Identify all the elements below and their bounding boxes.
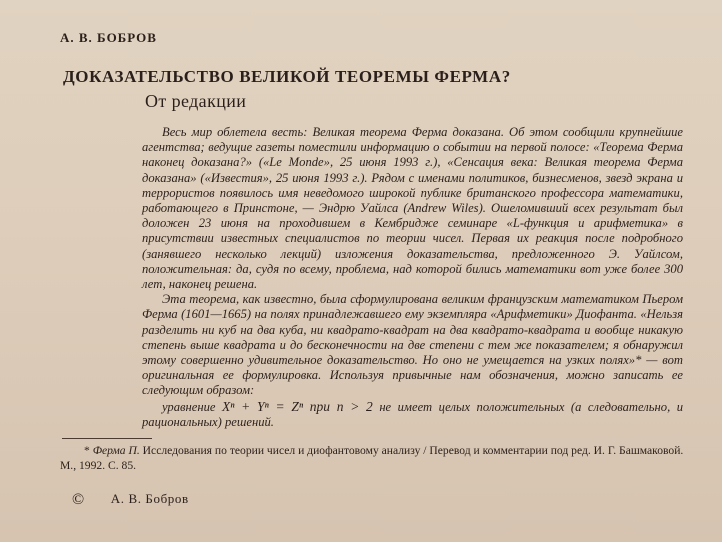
- running-head-author: А. В. БОБРОВ: [60, 30, 157, 45]
- formula-lead: уравнение: [162, 399, 216, 414]
- fermat-equation: Xⁿ + Yⁿ = Zⁿ при n > 2: [221, 398, 373, 414]
- footnote-reference-author: Ферма П.: [92, 444, 140, 457]
- body-paragraph-1: Весь мир облетела весть: Великая теорема Ферма доказана. Об этом сообщили крупнейшие агентства; ведущие газеты поместили информацию о событии на первой полосе: «Теорема Ферма наконец доказана?» («Le Monde», 25 июня 1993 г.), «Сенсация века: Великая теорема Ферма доказана» («Известия», 25 июня 1993 г.). Рядом с именами политиков, бизнесменов, звезд экрана и террористов появилось имя неведомого широкой публике британского профессора математики, работающего в Принстоне, — Эндрю Уайлса (Andrew Wiles). Ошеломивший всех результат был доложен 23 июня на проходившем в Кембридже семинаре «L-функция и арифметика» в присутствии известных специалистов по теории чисел. Первая их реакция после подробного (занявшего несколько лекций) изложения доказательства, предложенного Э. Уайлсом, положительная: да, судя по всему, проблема, над которой бились математики вот уже более 300 лет, наконец решена.: [142, 125, 683, 292]
- copyright-name: А. В. Бобров: [110, 491, 189, 506]
- formula-paragraph: [142, 399, 683, 430]
- footnote-divider: [62, 438, 152, 439]
- article-title: ДОКАЗАТЕЛЬСТВО ВЕЛИКОЙ ТЕОРЕМЫ ФЕРМА?: [63, 67, 511, 86]
- footnote-marker: *: [84, 444, 90, 457]
- editorial-body: [142, 125, 683, 430]
- footnote: [60, 444, 700, 473]
- copyright-icon: ©: [72, 491, 85, 508]
- body-paragraph-2: Эта теорема, как известно, была сформулирована великим французским математиком Пьером Ферма (1601—1665) на полях принадлежавшего ему экземпляра «Арифметики» Диофанта. «Нельзя разделить ни куб на два куба, ни квадрато-квадрат на два квадрато-квадрата и вообще никакую степень выше квадрата и до бесконечности на две степени с тем же показателем; я обнаружил этому совершенно удивительное доказательство. Но оно не умещается на узких полях»* — вот оригинальная ее формулировка. Используя привычные нам обозначения, можно записать ее следующим образом:: [142, 292, 683, 398]
- formula-tail: не имеет целых положительных (а следовательно, и рациональных) решений.: [142, 399, 683, 429]
- section-subtitle: От редакции: [145, 91, 247, 111]
- copyright-line: [72, 491, 189, 509]
- footnote-text: Исследования по теории чисел и диофантовому анализу / Перевод и комментарии под ред. И. Г. Башмаковой. М., 1992. С. 85.: [60, 444, 684, 472]
